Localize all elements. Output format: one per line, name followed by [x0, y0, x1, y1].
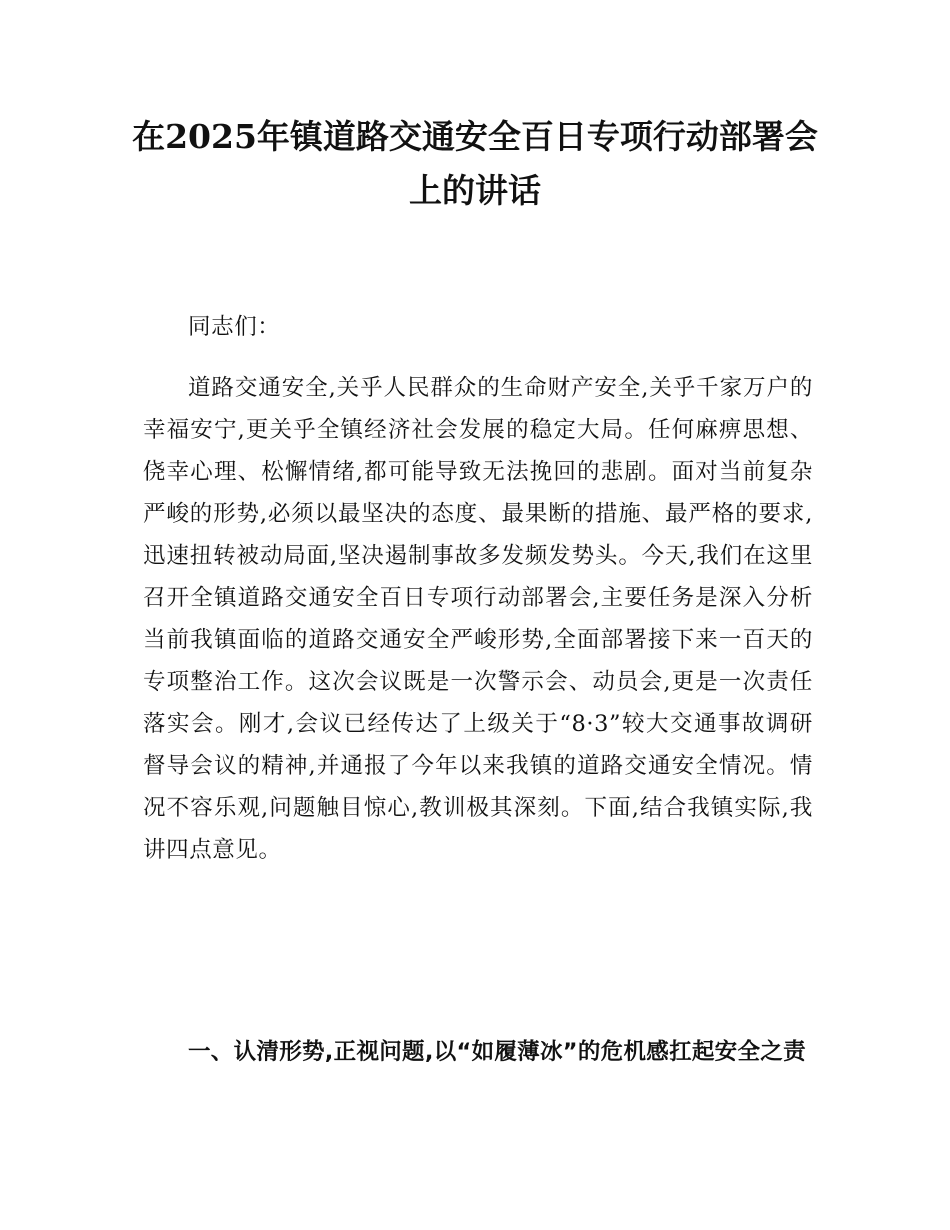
body-paragraph: 道路交通安全,关乎人民群众的生命财产安全,关乎千家万户的幸福安宁,更关乎全镇经济社会发展的稳定大局。任何麻痹思想、侥幸心理、松懈情绪,都可能导致无法挽回的悲剧。面对当前复杂严峻的形势,必须以最坚决的态度、最果断的措施、最严格的要求,迅速扭转被动局面,坚决遏制事故多发频发势头。今天,我们在这里召开全镇道路交通安全百日专项行动部署会,主要任务是深入分析当前我镇面临的道路交通安全严峻形势,全面部署接下来一百天的专项整治工作。这次会议既是一次警示会、动员会,更是一次责任落实会。刚才,会议已经传达了上级关于“8·3”较大交通事故调研督导会议的精神,并通报了今年以来我镇的道路交通安全情况。情况不容乐观,问题触目惊心,教训极其深刻。下面,结合我镇实际,我讲四点意见。: [143, 375, 813, 863]
document-title: 在2025年镇道路交通安全百日专项行动部署会上的讲话: [132, 117, 818, 210]
salutation: 同志们：: [188, 314, 281, 340]
section-heading: 一、认清形势,正视问题,以“如履薄冰”的危机感扛起安全之责: [188, 1039, 806, 1065]
